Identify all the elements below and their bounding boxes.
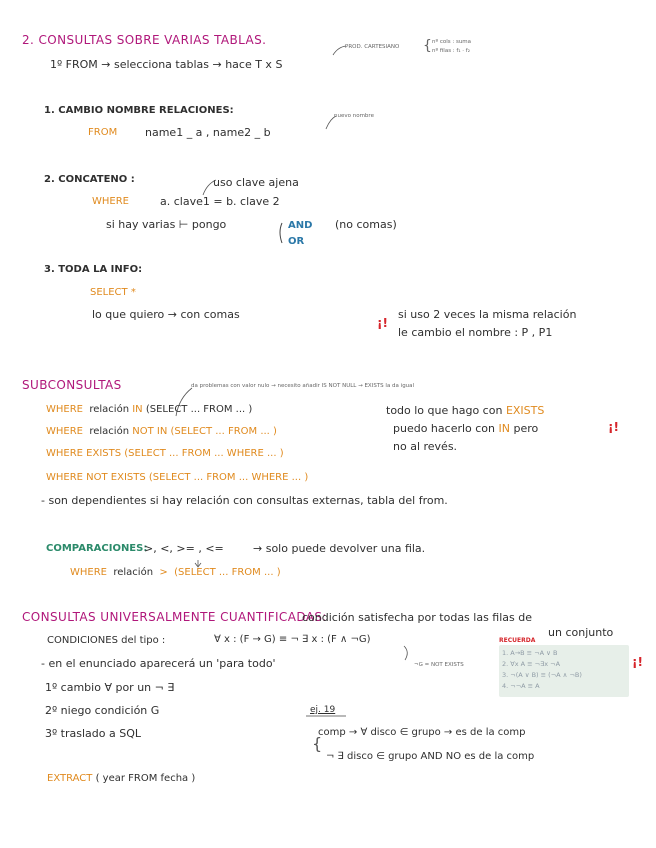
cambio-title: 1. CAMBIO NOMBRE RELACIONES: [44, 105, 234, 116]
recuerda-4: 4. ¬¬A ≡ A [502, 682, 540, 690]
warning-mark-sub: ¡! [608, 420, 619, 434]
formula: ∀ x : (F → G) ≡ ¬ ∃ x : (F ∧ ¬G) [214, 634, 371, 645]
paso-2: 2º niego condición G [45, 704, 160, 717]
where-rest: a. clave1 = b. clave 2 [160, 195, 280, 208]
select-keyword: SELECT * [90, 287, 136, 298]
uso-clave-note: uso clave ajena [213, 176, 299, 189]
extract-line: EXTRACT ( year FROM fecha ) [47, 773, 196, 784]
varias-note: si hay varias ⊢ pongo [106, 218, 227, 231]
cond-tipo: CONDICIONES del tipo : [47, 635, 166, 646]
info-title: 3. TODA LA INFO: [44, 264, 143, 275]
nuevo-nombre-note: nuevo nombre [334, 113, 374, 119]
ejemplo-line1: comp → ∀ disco ∈ grupo → es de la comp [318, 727, 526, 738]
ejemplo-line2: ¬ ∃ disco ∈ grupo AND NO es de la comp [326, 751, 535, 762]
enunciado-note: - en el enunciado aparecerá un 'para todo' [41, 657, 276, 670]
recuerda-2: 2. ∀x A ≡ ¬∃x ¬A [502, 660, 561, 668]
from-note: 1º FROM → selecciona tablas → hace T x S [50, 58, 283, 71]
brace: { [423, 38, 432, 54]
paso-1: 1º cambio ∀ por un ¬ ∃ [45, 681, 175, 694]
todo-line3: no al revés. [393, 440, 458, 453]
nota-cols: nº cols : suma [432, 39, 472, 45]
no-comas-note: (no comas) [335, 218, 397, 231]
uso-dos-2: le cambio el nombre : P , P1 [398, 326, 553, 339]
recuerda-3: 3. ¬(A ∨ B) ≡ (¬A ∧ ¬B) [502, 671, 582, 679]
subq-row-in: WHERE relación IN (SELECT ... FROM ... ) [46, 404, 253, 415]
comparison-note: → solo puede devolver una fila. [253, 542, 426, 555]
from-rest: name1 _ a , name2 _ b [145, 126, 271, 139]
subq-row-not-exists: WHERE NOT EXISTS (SELECT ... FROM ... WHERE ... ) [46, 472, 309, 483]
dependientes-note: - son dependientes si hay relación con consultas externas, tabla del from. [41, 494, 448, 507]
recuerda-label: RECUERDA [499, 637, 536, 644]
todo-line1: todo lo que hago con EXISTS [386, 404, 545, 417]
nota-null: da problemas con valor nulo → necesito añadir IS NOT NULL → EXISTS la da igual [191, 383, 415, 389]
comparison-example: WHERE relación > (SELECT ... FROM ... ) [70, 567, 281, 578]
or-keyword: OR [288, 236, 305, 247]
ejemplo-label: ej. 19 [310, 705, 336, 715]
todo-line2: puedo hacerlo con IN pero [393, 422, 539, 435]
ejemplo-brace: { [312, 734, 323, 753]
uso-dos-1: si uso 2 veces la misma relación [398, 308, 577, 321]
warning-mark-univ: ¡! [632, 655, 643, 669]
recuerda-1: 1. A→B ≡ ¬A ∨ B [502, 649, 558, 657]
cond-line1: condición satisfecha por todas las filas de [302, 611, 533, 624]
not-exists-note: ¬G = NOT EXISTS [414, 662, 464, 668]
paso-3: 3º traslado a SQL [45, 727, 141, 740]
subq-row-exists: WHERE EXISTS (SELECT ... FROM ... WHERE ... ) [46, 448, 284, 459]
section-title-universal: CONSULTAS UNIVERSALMENTE CUANTIFICADAS: [22, 610, 327, 624]
warning-mark: ¡! [377, 316, 388, 330]
producto-cartesiano-label: PROD. CARTESIANO [345, 44, 400, 50]
from-keyword: FROM [88, 127, 118, 138]
and-keyword: AND [288, 220, 313, 231]
nota-filas: nº filas : f₁ · f₂ [432, 48, 470, 54]
cond-line2: un conjunto [548, 626, 614, 639]
subq-row-not-in: WHERE relación NOT IN (SELECT ... FROM ... ) [46, 426, 277, 437]
lo-que-quiero: lo que quiero → con comas [92, 308, 240, 321]
section-title-varias-tablas: 2. CONSULTAS SOBRE VARIAS TABLAS. [22, 33, 267, 47]
comparaciones-title: COMPARACIONES: [46, 543, 148, 554]
section-title-subconsultas: SUBCONSULTAS [22, 378, 122, 392]
comparison-ops: >, <, >= , <= [144, 542, 224, 555]
concat-title: 2. CONCATENO : [44, 174, 135, 185]
where-keyword: WHERE [92, 196, 129, 207]
